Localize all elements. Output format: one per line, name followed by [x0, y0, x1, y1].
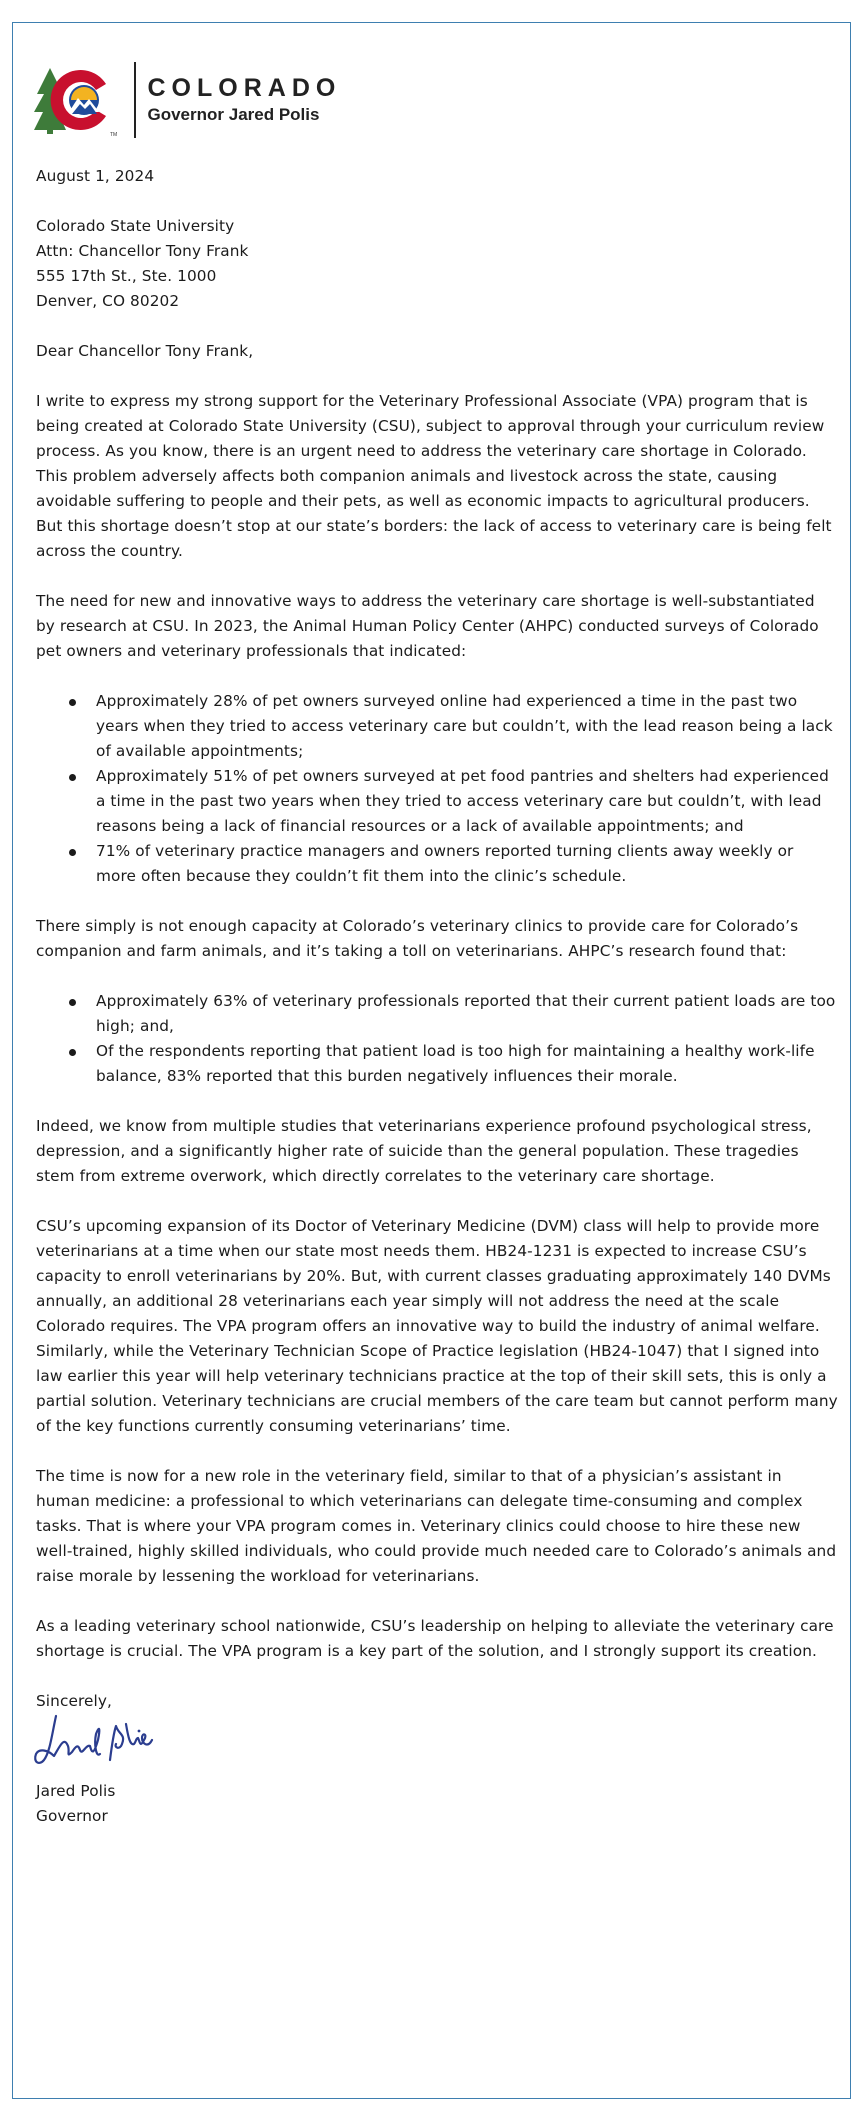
list-item: Approximately 51% of pet owners surveyed at pet food pantries and shelters had experienced a time in the past two years when they tried to access veterinary care but couldn’t, with lead reasons being a lack of financial resources or a lack of available appointments; and [96, 764, 838, 839]
survey-findings-list [36, 689, 838, 889]
letterhead [34, 60, 341, 140]
signer-title: Governor [36, 1807, 108, 1825]
paragraph-conclusion: As a leading veterinary school nationwide, CSU’s leadership on helping to alleviate the veterinary care shortage is crucial. The VPA program is a key part of the solution, and I strongly support its creation. [36, 1617, 834, 1660]
signer-name: Jared Polis [36, 1782, 116, 1800]
list-item: Approximately 28% of pet owners surveyed online had experienced a time in the past two years when they tried to access veterinary care but couldn’t, with the lead reason being a lack of available appointments; [96, 689, 838, 764]
paragraph-new-role: The time is now for a new role in the veterinary field, similar to that of a physician’s assistant in human medicine: a professional to which veterinarians can delegate time-consuming and complex tasks. That is where your VPA program comes in. Veterinary clinics could choose to hire these new well-trained, highly skilled individuals, who could provide much needed care to Colorado’s animals and raise morale by lessening the workload for veterinarians. [36, 1467, 837, 1585]
salutation: Dear Chancellor Tony Frank, [36, 342, 254, 360]
closing-block [36, 1689, 838, 1829]
list-item: 71% of veterinary practice managers and owners reported turning clients away weekly or more often because they couldn’t fit them into the clinic’s schedule. [96, 839, 838, 889]
paragraph-capacity: There simply is not enough capacity at Colorado’s veterinary clinics to provide care for Colorado’s companion and farm animals, and it’s taking a toll on veterinarians. AHPC’s research found that: [36, 917, 799, 960]
valediction: Sincerely, [36, 1692, 113, 1710]
paragraph-research: The need for new and innovative ways to address the veterinary care shortage is well-substantiated by research at CSU. In 2023, the Animal Human Policy Center (AHPC) conducted surveys of Colorado pet owners and veterinary professionals that indicated: [36, 592, 819, 660]
list-item: Of the respondents reporting that patient load is too high for maintaining a healthy work-life balance, 83% reported that this burden negatively influences their morale. [96, 1039, 838, 1089]
paragraph-stress: Indeed, we know from multiple studies that veterinarians experience profound psychological stress, depression, and a significantly higher rate of suicide than the general population. These tragedies stem from extreme overwork, which directly correlates to the veterinary care shortage. [36, 1117, 812, 1185]
svg-text:TM: TM [110, 132, 118, 138]
state-name: COLORADO [147, 74, 342, 102]
letterhead-text [148, 73, 342, 127]
recipient-address [36, 214, 838, 314]
letter-date: August 1, 2024 [36, 167, 155, 185]
ahpc-findings-list [36, 989, 838, 1089]
letterhead-divider [134, 62, 136, 138]
recipient-line: Attn: Chancellor Tony Frank [36, 242, 249, 260]
colorado-c-mountain-logo-icon [34, 60, 126, 140]
recipient-line: Denver, CO 80202 [36, 292, 180, 310]
recipient-line: Colorado State University [36, 217, 235, 235]
letter-body [36, 164, 838, 1829]
paragraph-dvm-expansion: CSU’s upcoming expansion of its Doctor of Veterinary Medicine (DVM) class will help to provide more veterinarians at a time when our state most needs them. HB24-1231 is expected to increase CSU’s capacity to enroll veterinarians by 20%. But, with current classes graduating approximately 140 DVMs annually, an additional 28 veterinarians each year simply will not address the need at the scale Colorado requires. The VPA program offers an innovative way to build the industry of animal welfare. Similarly, while the Veterinary Technician Scope of Practice legislation (HB24-1047) that I signed into law earlier this year will help veterinary technicians practice at the top of their skill sets, this is only a partial solution. Veterinary technicians are crucial members of the care team but cannot perform many of the key functions currently consuming veterinarians’ time. [36, 1217, 838, 1435]
governor-title: Governor Jared Polis [147, 105, 320, 124]
paragraph-intro: I write to express my strong support for the Veterinary Professional Associate (VPA) program that is being created at Colorado State University (CSU), subject to approval through your curriculum review process. As you know, there is an urgent need to address the veterinary care shortage in Colorado. This problem adversely affects both companion animals and livestock across the state, causing avoidable suffering to people and their pets, as well as economic impacts to agricultural producers. But this shortage doesn’t stop at our state’s borders: the lack of access to veterinary care is being felt across the country. [36, 392, 832, 560]
list-item: Approximately 63% of veterinary professionals reported that their current patient loads are too high; and, [96, 989, 838, 1039]
handwritten-signature-icon [30, 1704, 160, 1774]
recipient-line: 555 17th St., Ste. 1000 [36, 267, 217, 285]
